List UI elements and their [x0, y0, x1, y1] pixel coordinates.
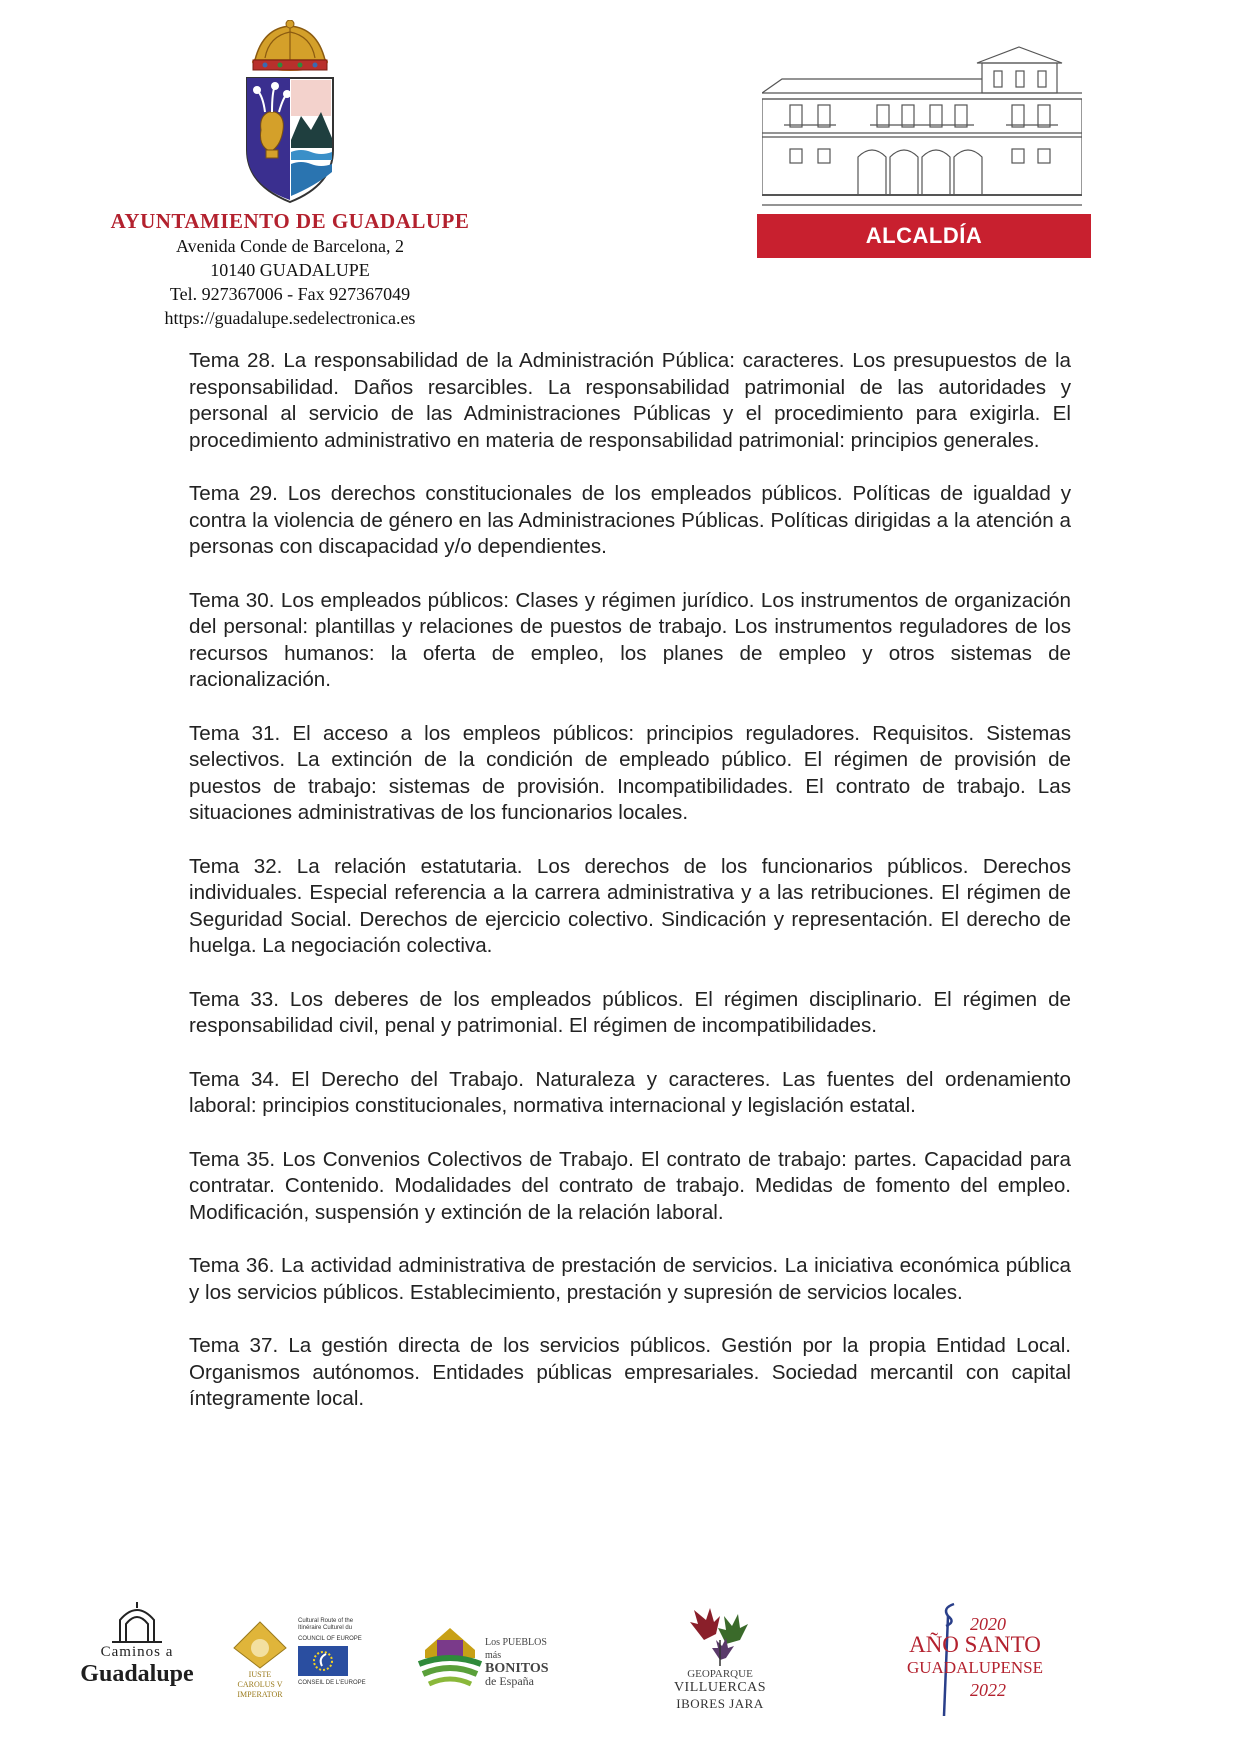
tema-31-paragraph: Tema 31. El acceso a los empleos públicos: principios reguladores. Requisitos. Sistemas selectivos. La extinción de la condición de empleado público. El régimen de provisión de puestos de trabajo: sistemas de provisión. Incompatibilidades. El contrato de trabajo. Las situaciones administrativas de los funcionarios locales. — [189, 721, 1071, 824]
council-of-europe-flag-icon — [298, 1646, 348, 1676]
geoparque-logo — [660, 1600, 780, 1712]
carolus-emblem-icon — [230, 1620, 290, 1670]
carolus-line2: CAROLUS V — [237, 1680, 283, 1689]
document-body — [189, 348, 1071, 1440]
tema-34-paragraph: Tema 34. El Derecho del Trabajo. Naturaleza y caracteres. Las fuentes del ordenamiento laboral: principios constitucionales, normativa internacional y legislación estatal. — [189, 1067, 1071, 1117]
tema-28-paragraph: Tema 28. La responsabilidad de la Administración Pública: caracteres. Los presupuestos de la responsabilidad. Daños resarcibles. La responsabilidad patrimonial de las autoridades y personal al servicio de las Administraciones Públicas y el procedimiento para exigirla. El procedimiento administrativo en materia de responsabilidad patrimonial: principios generales. — [189, 349, 1071, 452]
conseil-text: CONSEIL DE L'EUROPE — [298, 1680, 366, 1686]
tema-37-paragraph: Tema 37. La gestión directa de los servicios públicos. Gestión por la propia Entidad Local. Organismos autónomos. Entidades públicas empresariales. Sociedad mercantil con capital íntegramente local. — [189, 1334, 1071, 1410]
tema-33-paragraph: Tema 33. Los deberes de los empleados públicos. El régimen disciplinario. El régimen de responsabilidad civil, penal y patrimonial. El régimen de incompatibilidades. — [189, 987, 1071, 1037]
ano-santo-line1: AÑO SANTO — [909, 1632, 1041, 1657]
tema-35-paragraph: Tema 35. Los Convenios Colectivos de Trabajo. El contrato de trabajo: partes. Capacidad para contratar. Contenido. Modalidades del contrato de trabajo. Medidas de fomento del empleo. Modificación, suspensión y extinción de la relación laboral. — [189, 1147, 1071, 1224]
cultural-route-text: Cultural Route of the Itinéraire Culturel du — [298, 1618, 354, 1631]
caminos-line2: Guadalupe — [80, 1661, 194, 1687]
council-text: COUNCIL OF EUROPE — [298, 1636, 362, 1642]
carolus-line3: IMPERATOR — [237, 1690, 283, 1699]
geoparque-line2: VILLUERCAS — [673, 1680, 767, 1695]
department-banner: ALCALDÍA — [757, 214, 1091, 258]
ano-santo-line2: GUADALUPENSE — [907, 1658, 1043, 1677]
geoparque-line3: IBORES JARA — [676, 1696, 764, 1711]
pueblos-houses-icon — [415, 1618, 485, 1688]
tema-36-paragraph: Tema 36. La actividad administrativa de prestación de servicios. La iniciativa económica pública y los servicios públicos. Establecimiento, prestación y supresión de servicios locales. — [189, 1254, 1071, 1304]
address-street: Avenida Conde de Barcelona, 2 — [175, 236, 405, 256]
pueblos-line1: Los PUEBLOS más — [485, 1637, 547, 1661]
town-hall-building-icon — [762, 45, 1082, 210]
header-department — [757, 45, 1091, 258]
geoparque-line1: GEOPARQUE — [687, 1668, 753, 1680]
header-identity — [60, 20, 520, 330]
website-link[interactable]: https://guadalupe.sedelectronica.es — [164, 308, 416, 328]
ano-santo-year-start: 2020 — [970, 1614, 1006, 1634]
org-name: AYUNTAMIENTO DE GUADALUPE — [110, 209, 470, 233]
coat-of-arms-icon — [235, 20, 345, 205]
tema-32-paragraph: Tema 32. La relación estatutaria. Los derechos de los funcionarios públicos. Derechos individuales. Especial referencia a la carrera administrativa y a las retribuciones. El régimen de Seguridad Social. Derechos de ejercicio colectivo. Sindicación y representación. El derecho de huelga. La negociación colectiva. — [189, 854, 1071, 957]
pueblos-line3: de España — [485, 1674, 534, 1688]
tema-29-paragraph: Tema 29. Los derechos constitucionales de los empleados públicos. Políticas de igualdad y contra la violencia de género en las Administraciones Públicas. Políticas dirigidas a la atención a personas con discapacidad y/o dependientes. — [189, 482, 1071, 558]
footer-logos — [60, 1600, 1140, 1730]
geoparque-leaf-icon — [660, 1600, 780, 1668]
caminos-line1: Caminos a — [100, 1644, 174, 1660]
arch-icon — [72, 1600, 202, 1644]
pueblos-line2: BONITOS — [485, 1661, 549, 1676]
carolus-line1: IUSTE — [248, 1670, 272, 1679]
address-city: 10140 GUADALUPE — [210, 260, 370, 280]
ano-santo-year-end: 2022 — [970, 1680, 1006, 1700]
caminos-guadalupe-logo — [72, 1600, 202, 1687]
tema-30-paragraph: Tema 30. Los empleados públicos: Clases y régimen jurídico. Los instrumentos de organización del personal: plantillas y relaciones de puestos de trabajo. Los instrumentos reguladores de los recursos humanos: la oferta de empleo, los planes de empleo y otros sistemas de racionalización. — [189, 588, 1071, 691]
phone-fax: Tel. 927367006 - Fax 927367049 — [169, 284, 411, 304]
